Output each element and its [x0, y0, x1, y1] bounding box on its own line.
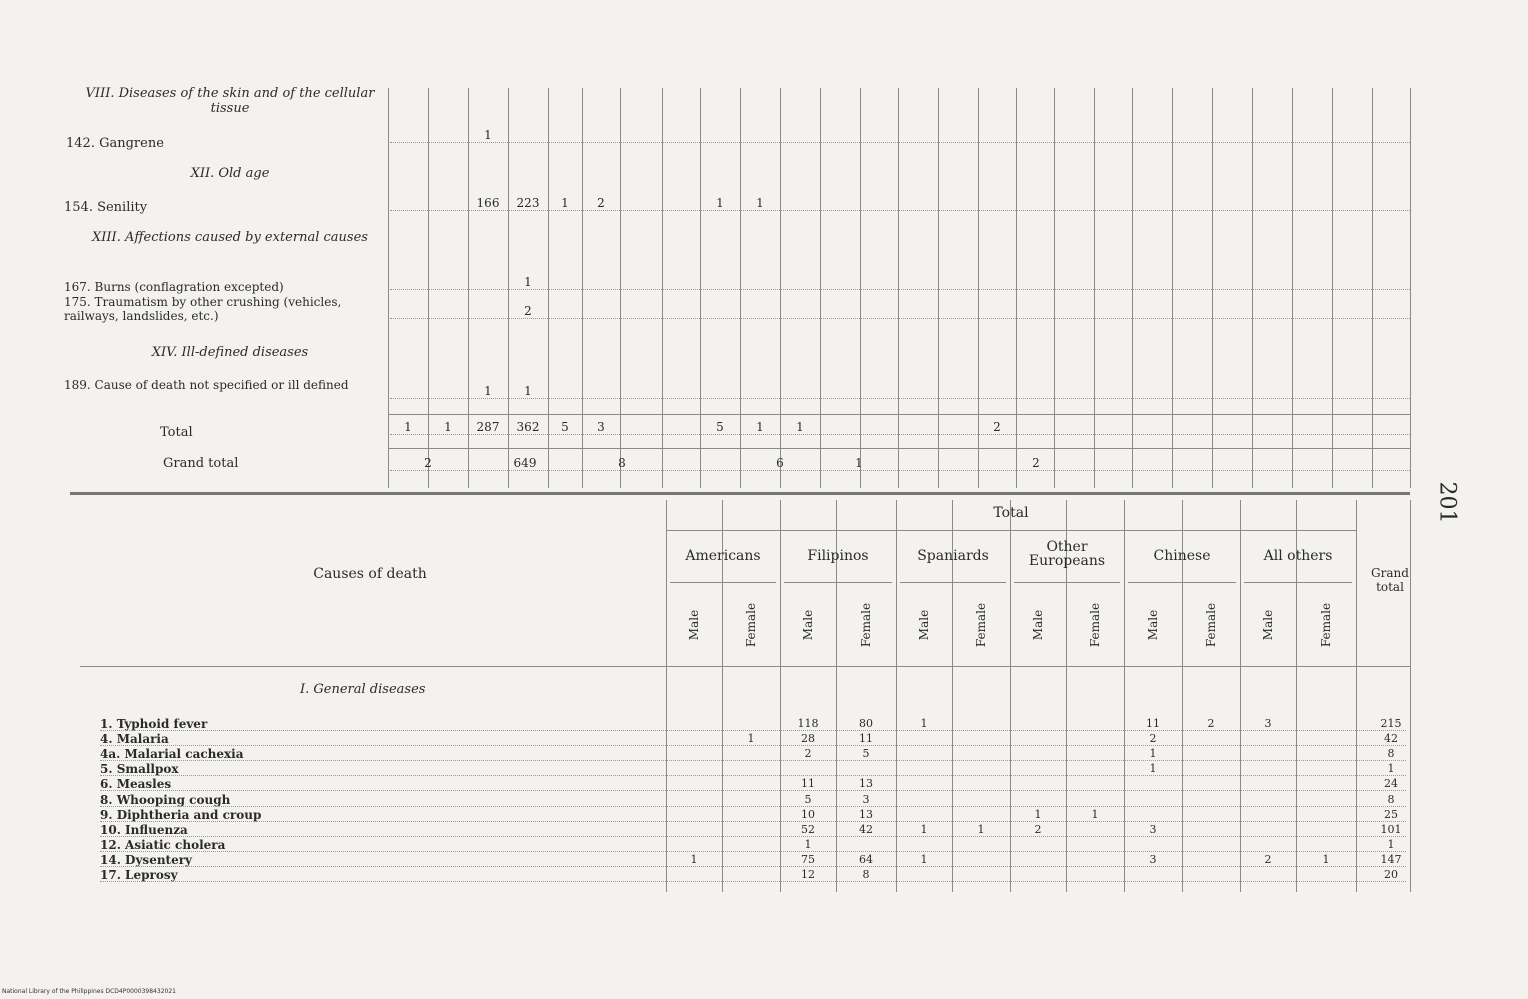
dotted-leader — [390, 210, 1410, 211]
value-cell: 1 — [756, 196, 764, 210]
value-cell: 3 — [1149, 822, 1157, 836]
male-subheader: Male — [917, 609, 931, 641]
value-cell: 10 — [801, 807, 815, 821]
cause-label: 10. Influenza — [100, 822, 188, 837]
value-cell: 75 — [801, 852, 815, 866]
female-subheader: Female — [744, 602, 758, 648]
value-cell: 2 — [1264, 852, 1272, 866]
grand-total-cell: 1 — [1387, 837, 1395, 851]
group-header-rule — [784, 582, 892, 583]
cause-label: 8. Whooping cough — [100, 792, 231, 807]
cause-label: 1. Typhoid fever — [100, 717, 208, 731]
total-rule-bottom — [388, 448, 1410, 449]
cause-label: 142. Gangrene — [66, 136, 164, 151]
page-number: 201 — [1434, 481, 1460, 524]
value-cell: 2 — [597, 196, 605, 210]
dotted-leader — [100, 836, 1406, 837]
value-cell: 1 — [920, 717, 928, 730]
value-cell: 3 — [1149, 852, 1157, 866]
dotted-leader — [100, 760, 1406, 761]
group-header-rule — [1244, 582, 1352, 583]
cause-label: 5. Smallpox — [100, 762, 179, 777]
dotted-leader — [100, 851, 1406, 852]
top-column-rule — [1372, 88, 1373, 488]
value-cell: 1 — [977, 822, 985, 836]
grand-total-cell: 8 — [618, 456, 626, 470]
value-cell: 13 — [859, 777, 873, 791]
value-cell: 28 — [801, 732, 815, 746]
dotted-leader — [100, 775, 1406, 776]
value-cell: 2 — [993, 420, 1001, 434]
value-cell: 1 — [404, 420, 412, 434]
value-cell: 1 — [920, 852, 928, 866]
group-header-rule — [900, 582, 1006, 583]
value-cell: 5 — [804, 792, 812, 806]
grand-total-cell: 2 — [1032, 456, 1040, 470]
value-cell: 3 — [1264, 717, 1272, 730]
total-header-rule — [666, 530, 1356, 531]
male-subheader: Male — [801, 609, 815, 641]
top-column-rule — [1332, 88, 1333, 488]
top-column-rule — [1016, 88, 1017, 488]
group-header-other-europeans: Other Europeans — [1028, 539, 1106, 569]
value-cell: 362 — [516, 420, 540, 434]
grand-total-cell: 1 — [855, 456, 863, 470]
value-cell: 1 — [716, 196, 724, 210]
group-header-rule — [670, 582, 776, 583]
value-cell: 1 — [524, 384, 532, 398]
dotted-leader — [100, 745, 1406, 746]
value-cell: 3 — [862, 792, 870, 806]
value-cell: 64 — [859, 852, 873, 866]
section-separator — [70, 492, 1410, 495]
group-header-spaniards: Spaniards — [917, 548, 989, 564]
total-rule-top — [388, 414, 1410, 415]
female-subheader: Female — [1088, 602, 1102, 648]
value-cell: 1 — [690, 852, 698, 866]
value-cell: 2 — [1207, 717, 1215, 730]
grand-total-cell: 8 — [1387, 792, 1395, 806]
dotted-leader — [100, 866, 1406, 867]
top-column-rule — [1212, 88, 1213, 488]
value-cell: 2 — [1034, 822, 1042, 836]
dotted-leader — [390, 470, 1410, 471]
female-subheader: Female — [1204, 602, 1218, 648]
value-cell: 42 — [859, 822, 873, 836]
value-cell: 12 — [801, 868, 815, 881]
value-cell: 1 — [920, 822, 928, 836]
value-cell: 3 — [597, 420, 605, 434]
top-column-rule — [620, 88, 621, 488]
value-cell: 11 — [801, 777, 815, 791]
grand-total-cell: 8 — [1387, 747, 1395, 761]
grand-total-cell: 215 — [1380, 717, 1402, 730]
grand-total-cell: 6 — [776, 456, 784, 470]
cause-label: 4a. Malarial cachexia — [100, 747, 244, 762]
total-label: Total — [160, 425, 193, 440]
section-title: XII. Old age — [190, 166, 270, 181]
grand-total-cell: 101 — [1380, 822, 1402, 836]
grand-total-label: Grand total — [163, 456, 239, 471]
value-cell: 1 — [1034, 807, 1042, 821]
dotted-leader — [390, 434, 1410, 435]
value-cell: 52 — [801, 822, 815, 836]
grand-total-cell: 24 — [1384, 777, 1398, 791]
value-cell: 287 — [476, 420, 500, 434]
top-column-rule — [898, 88, 899, 488]
section-title: XIV. Ill-defined diseases — [151, 345, 309, 360]
dotted-leader — [390, 398, 1410, 399]
male-subheader: Male — [1261, 609, 1275, 641]
bottom-column-rule — [1356, 500, 1357, 892]
value-cell: 1 — [1322, 852, 1330, 866]
cause-label: 17. Leprosy — [100, 868, 178, 882]
value-cell: 11 — [859, 732, 873, 746]
male-subheader: Male — [687, 609, 701, 641]
cause-label: 189. Cause of death not specified or ill defined — [64, 378, 349, 392]
value-cell: 5 — [862, 747, 870, 761]
male-subheader: Male — [1031, 609, 1045, 641]
female-subheader: Female — [1319, 602, 1333, 648]
dotted-leader — [390, 142, 1410, 143]
footer-note: National Library of the Philippines DCD4P0000398432021 — [2, 988, 176, 995]
top-column-rule — [820, 88, 821, 488]
cause-label: 9. Diphtheria and croup — [100, 807, 262, 822]
grand-total-header: Grand total — [1371, 566, 1409, 594]
cause-label: 6. Measles — [100, 777, 172, 792]
cause-label: 4. Malaria — [100, 732, 169, 747]
top-column-rule — [1172, 88, 1173, 488]
cause-label: 154. Senility — [64, 200, 148, 215]
value-cell: 5 — [716, 420, 724, 434]
male-subheader: Male — [1146, 609, 1160, 641]
value-cell: 166 — [476, 196, 500, 210]
top-column-rule — [860, 88, 861, 488]
section-title: I. General diseases — [300, 682, 426, 697]
group-header-rule — [1128, 582, 1236, 583]
top-column-rule — [1054, 88, 1055, 488]
grand-total-cell: 147 — [1380, 852, 1402, 866]
value-cell: 1 — [444, 420, 452, 434]
grand-total-cell: 1 — [1387, 762, 1395, 776]
grand-total-cell: 42 — [1384, 732, 1398, 746]
value-cell: 11 — [1146, 717, 1160, 730]
top-column-rule — [1094, 88, 1095, 488]
value-cell: 1 — [804, 837, 812, 851]
cause-label: 12. Asiatic cholera — [100, 837, 226, 852]
value-cell: 118 — [797, 717, 819, 730]
dotted-leader — [100, 790, 1406, 791]
cause-label: 14. Dysentery — [100, 852, 193, 867]
header-bottom-rule — [80, 666, 1410, 667]
top-column-rule — [1410, 88, 1411, 488]
female-subheader: Female — [859, 602, 873, 648]
dotted-leader — [390, 318, 1410, 319]
value-cell: 1 — [796, 420, 804, 434]
dotted-leader — [100, 806, 1406, 807]
value-cell: 2 — [1149, 732, 1157, 746]
value-cell: 5 — [561, 420, 569, 434]
grand-total-cell: 649 — [513, 456, 537, 470]
top-column-rule — [938, 88, 939, 488]
value-cell: 80 — [859, 717, 873, 730]
value-cell: 1 — [484, 128, 492, 142]
section-title: XIII. Affections caused by external causes — [92, 230, 368, 245]
value-cell: 1 — [1091, 807, 1099, 821]
top-column-rule — [1252, 88, 1253, 488]
value-cell: 13 — [859, 807, 873, 821]
grand-total-cell: 20 — [1384, 868, 1398, 881]
female-subheader: Female — [974, 602, 988, 648]
cause-label: 167. Burns (conflagration excepted) — [64, 280, 284, 294]
top-column-rule — [662, 88, 663, 488]
group-header-filipinos: Filipinos — [807, 548, 869, 564]
causes-of-death-header: Causes of death — [313, 566, 427, 582]
value-cell: 1 — [524, 275, 532, 289]
dotted-leader — [390, 289, 1410, 290]
cause-label: 175. Traumatism by other crushing (vehicles, railways, landslides, etc.) — [64, 295, 342, 323]
section-title: VIII. Diseases of the skin and of the cellular tissue — [85, 86, 375, 116]
dotted-leader — [100, 730, 1406, 731]
value-cell: 1 — [747, 732, 755, 746]
value-cell: 1 — [756, 420, 764, 434]
group-header-rule — [1014, 582, 1120, 583]
grand-total-cell: 2 — [424, 456, 432, 470]
value-cell: 1 — [1149, 762, 1157, 776]
value-cell: 2 — [804, 747, 812, 761]
top-column-rule — [1132, 88, 1133, 488]
group-header-all-others: All others — [1263, 548, 1333, 564]
group-header-americans: Americans — [685, 548, 761, 564]
value-cell: 1 — [1149, 747, 1157, 761]
group-header-chinese: Chinese — [1153, 548, 1211, 564]
value-cell: 2 — [524, 304, 532, 318]
dotted-leader — [100, 881, 1406, 882]
value-cell: 1 — [484, 384, 492, 398]
dotted-leader — [100, 821, 1406, 822]
total-header: Total — [993, 505, 1029, 521]
value-cell: 8 — [862, 868, 870, 881]
grand-total-cell: 25 — [1384, 807, 1398, 821]
top-column-rule — [1292, 88, 1293, 488]
value-cell: 223 — [516, 196, 540, 210]
value-cell: 1 — [561, 196, 569, 210]
